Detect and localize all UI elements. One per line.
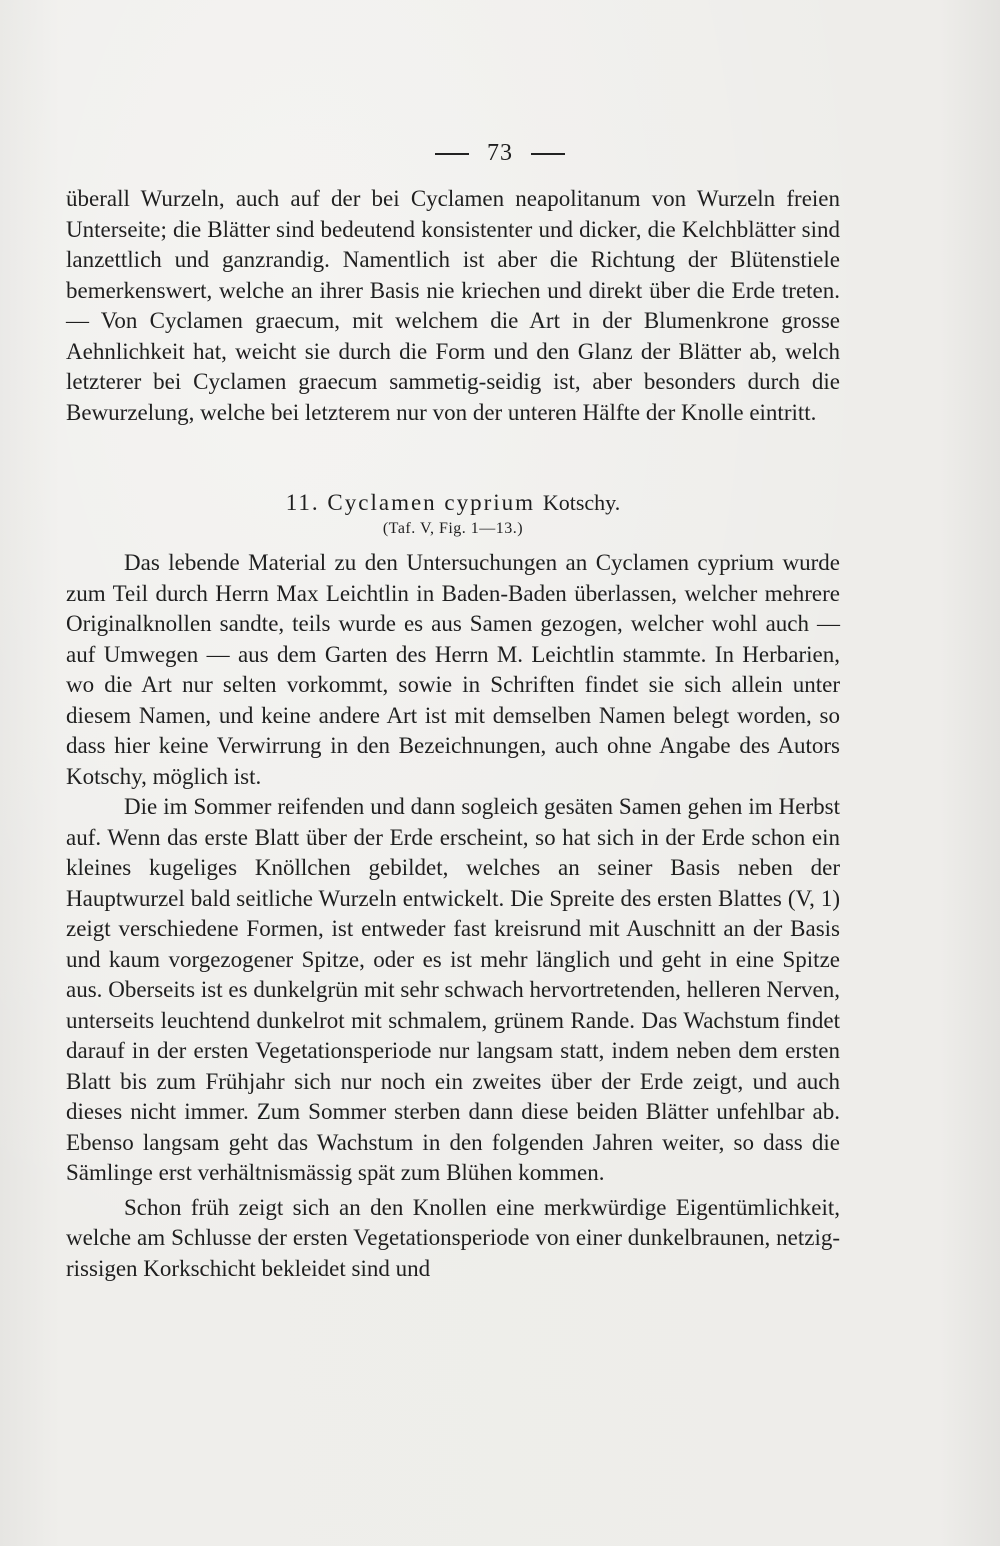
paragraph-seedlings: Die im Sommer reifenden und dann sogleich gesäten Samen gehen im Herbst auf. Wenn das erste Blatt über der Erde erscheint, so hat sich in der Erde schon ein kleines kugeliges Knöllchen gebildet, welches an seiner Basis neben der Hauptwurzel bald seitliche Wurzeln entwickelt. Die Spreite des ersten Blattes (V, 1) zeigt verschiedene Formen, ist entweder fast kreisrund mit Auschnitt an der Basis und kaum vorgezogener Spitze, oder es ist mehr länglich und geht in eine Spitze aus. Oberseits ist es dunkelgrün mit sehr schwach hervortretenden, helleren Nerven, unterseits leuchtend dunkelrot mit schmalem, grünem Rande. Das Wachstum findet darauf in der ersten Vegetationsperiode nur langsam statt, indem neben dem ersten Blatt bis zum Frühjahr sich nur noch ein zweites über der Erde zeigt, und auch dieses nicht immer. Zum Sommer sterben dann diese beiden Blätter unfehlbar ab. Ebenso langsam geht das Wachstum in den folgenden Jahren weiter, so dass die Sämlinge erst verhältnismässig spät zum Blühen kommen. <box>66 794 840 1185</box>
section-reference: (Taf. V, Fig. 1—13.) <box>382 520 524 537</box>
page-number: 73 <box>487 140 513 166</box>
section-author: Kotschy. <box>542 490 621 515</box>
header-dash-left <box>435 153 469 155</box>
section-number: 11. <box>285 490 320 515</box>
page-body <box>66 184 840 1284</box>
header-dash-right <box>531 153 565 155</box>
page-header <box>0 140 1000 167</box>
section-title: Cyclamen cyprium <box>327 490 536 515</box>
paragraph-continuation: überall Wurzeln, auch auf der bei Cyclamen neapolitanum von Wurzeln freien Unterseite; die Blätter sind bedeutend konsistenter und dicker, die Kelchblätter sind lanzettlich und ganzrandig. Namentlich ist aber die Richtung der Blütenstiele bemerkenswert, welche an ihrer Basis nie kriechen und direkt über die Erde treten. — Von Cyclamen graecum, mit welchem die Art in der Blumenkrone grosse Aehnlichkeit hat, weicht sie durch die Form und den Glanz der Blätter ab, welch letzterer bei Cyclamen graecum sammetig-seidig ist, aber besonders durch die Bewurzelung, welche bei letzterem nur von der unteren Hälfte der Knolle eintritt. <box>66 186 840 425</box>
paragraph-tubers: Schon früh zeigt sich an den Knollen eine merkwürdige Eigentümlichkeit, welche am Schlusse der ersten Vegetationsperiode von einer dunkelbraunen, netzig-rissigen Korkschicht bekleidet sind und <box>66 1194 840 1281</box>
section-heading <box>66 488 840 518</box>
paragraph-material: Das lebende Material zu den Untersuchungen an Cyclamen cyprium wurde zum Teil durch Herrn Max Leichtlin in Baden-Baden überlassen, welcher mehrere Originalknollen sandte, teils wurde es aus Samen gezogen, welcher wohl auch — auf Umwegen — aus dem Garten des Herrn M. Leichtlin stammte. In Herbarien, wo die Art nur selten vorkommt, sowie in Schriften findet sie sich allein unter diesem Namen, und keine andere Art ist mit demselben Namen belegt worden, so dass hier keine Verwirrung in den Bezeichnungen, auch ohne Angabe des Autors Kotschy, möglich ist. <box>66 550 840 789</box>
